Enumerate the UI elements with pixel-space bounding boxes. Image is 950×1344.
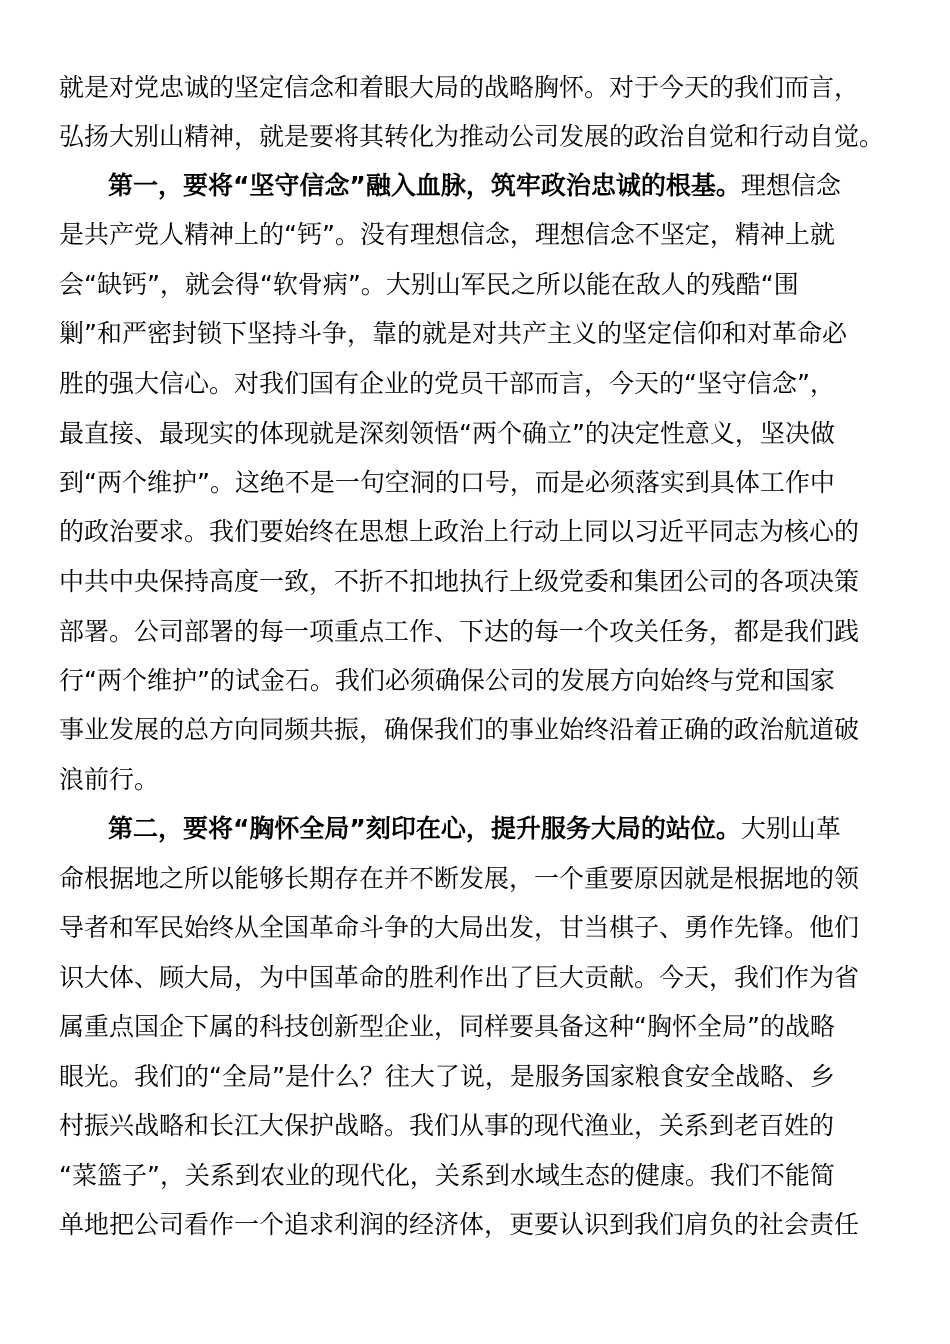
text-line: 到“两个维护”。这绝不是一句空洞的口号，而是必须落实到具体工作中 xyxy=(59,468,835,497)
text-line: 会“缺钙”，就会得“软骨病”。大别山军民之所以能在敌人的残酷“围 xyxy=(59,270,799,299)
text-line: 村振兴战略和长江大保护战略。我们从事的现代渔业，关系到老百姓的 xyxy=(59,1111,835,1140)
heading-paragraph-2: 第二，要将“胸怀全局”刻印在心，提升服务大局的站位。大别山革 xyxy=(108,814,841,843)
text-line: 浪前行。 xyxy=(59,765,160,794)
text-line: 识大体、顾大局，为中国革命的胜利作出了巨大贡献。今天，我们作为省 xyxy=(59,963,860,992)
text-line: 部署。公司部署的每一项重点工作、下达的每一个攻关任务，都是我们践 xyxy=(59,617,860,646)
text-line: 行“两个维护”的试金石。我们必须确保公司的发展方向始终与党和国家 xyxy=(59,666,835,695)
text-line: 命根据地之所以能够长期存在并不断发展，一个重要原因就是根据地的领 xyxy=(59,864,860,893)
text-line: 眼光。我们的“全局”是什么？往大了说，是服务国家粮食安全战略、乡 xyxy=(59,1062,835,1091)
text-line: 的政治要求。我们要始终在思想上政治上行动上同以习近平同志为核心的 xyxy=(59,517,860,546)
section-heading: 第二，要将“胸怀全局”刻印在心，提升服务大局的站位。 xyxy=(108,814,741,843)
text-line: 导者和军民始终从全国革命斗争的大局出发，甘当棋子、勇作先锋。他们 xyxy=(59,913,860,942)
text-line: 是共产党人精神上的“钙”。没有理想信念，理想信念不坚定，精神上就 xyxy=(59,220,835,249)
text-line: 就是对党忠诚的坚定信念和着眼大局的战略胸怀。对于今天的我们而言， xyxy=(59,73,860,102)
text-line: 剿”和严密封锁下坚持斗争，靠的就是对共产主义的坚定信仰和对革命必 xyxy=(59,319,847,348)
text-line: 中共中央保持高度一致，不折不扣地执行上级党委和集团公司的各项决策 xyxy=(59,567,860,596)
text-line: 属重点国企下属的科技创新型企业，同样要具备这种“胸怀全局”的战略 xyxy=(59,1012,835,1041)
text-line: 最直接、最现实的体现就是深刻领悟“两个确立”的决定性意义，坚决做 xyxy=(59,419,835,448)
text-line: 单地把公司看作一个追求利润的经济体，更要认识到我们肩负的社会责任 xyxy=(59,1210,860,1239)
heading-paragraph-1: 第一，要将“坚守信念”融入血脉，筑牢政治忠诚的根基。理想信念 xyxy=(108,171,841,200)
section-heading: 第一，要将“坚守信念”融入血脉，筑牢政治忠诚的根基。 xyxy=(108,171,741,200)
text-line: 胜的强大信心。对我们国有企业的党员干部而言，今天的“坚守信念”， xyxy=(59,369,835,398)
text-line: 弘扬大别山精神，就是要将其转化为推动公司发展的政治自觉和行动自觉。 xyxy=(59,122,885,151)
text-line: “菜篮子”，关系到农业的现代化，关系到水域生态的健康。我们不能简 xyxy=(59,1161,835,1190)
text-line: 事业发展的总方向同频共振，确保我们的事业始终沿着正确的政治航道破 xyxy=(59,715,860,744)
